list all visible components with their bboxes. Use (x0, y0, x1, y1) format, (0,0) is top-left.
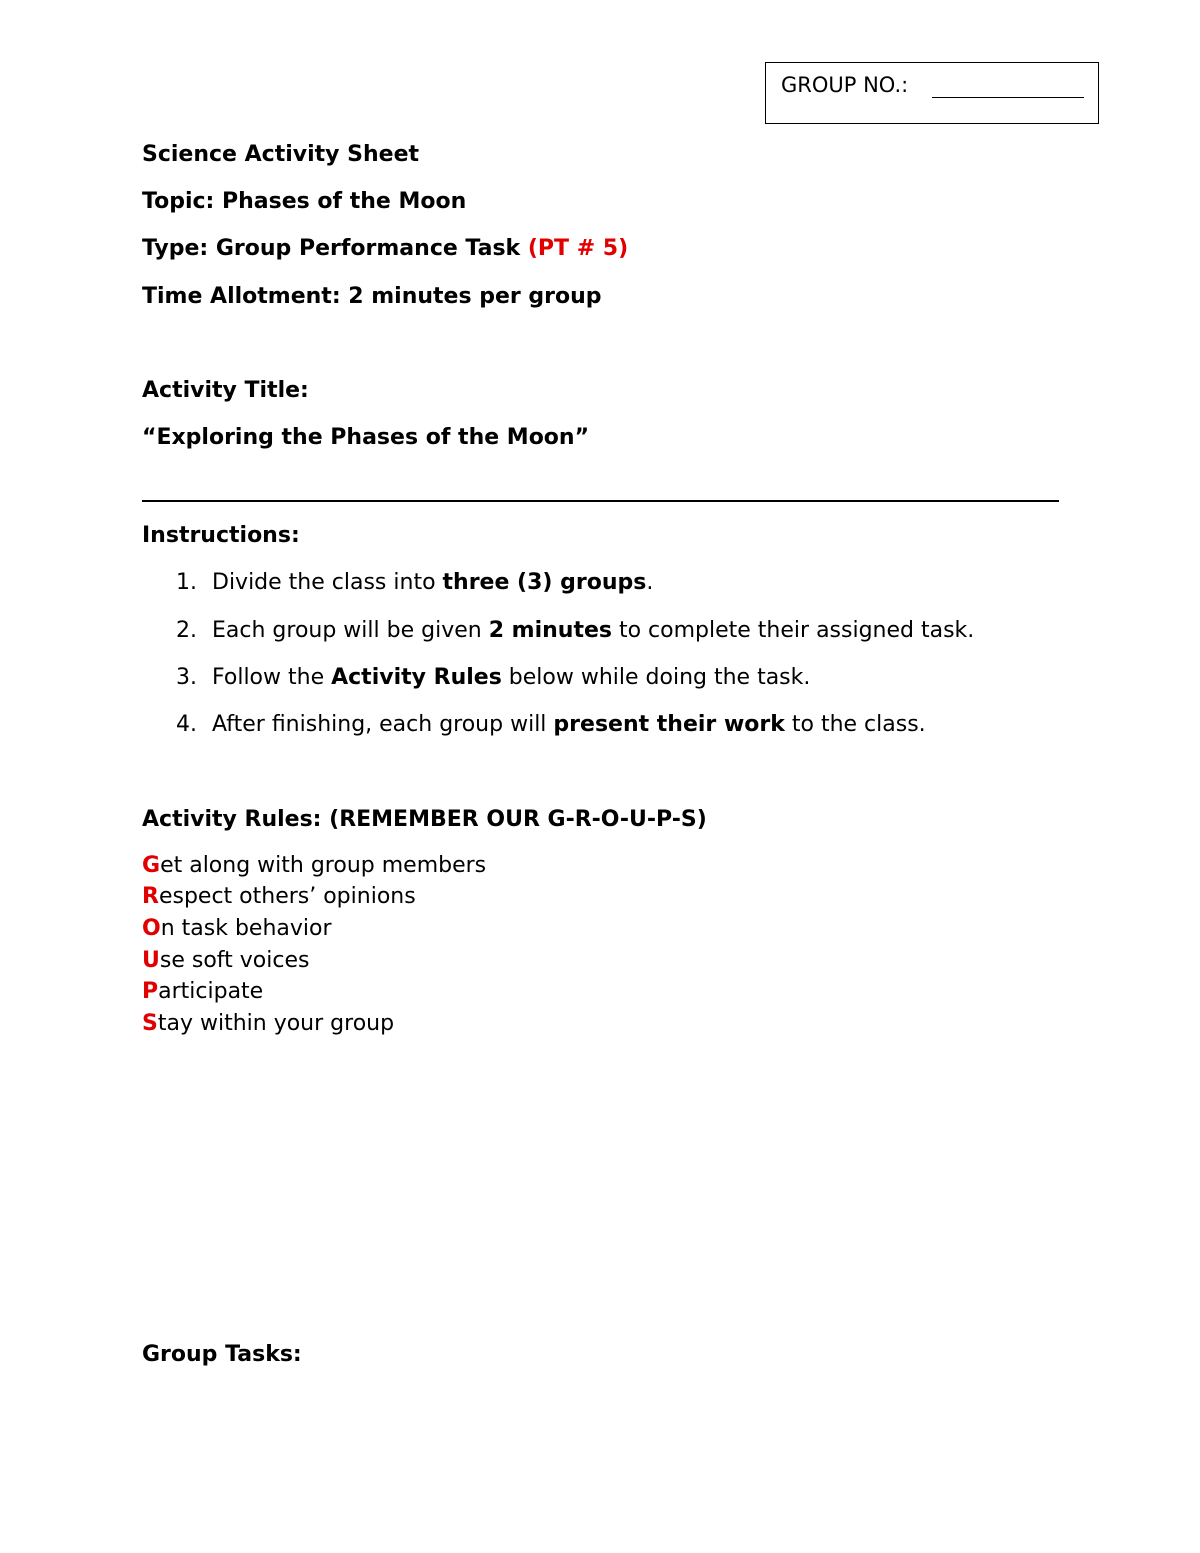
instruction-item (176, 570, 653, 595)
rule-text: articipate (158, 979, 264, 1004)
rule-initial: P (142, 979, 159, 1004)
sheet-title: Science Activity Sheet (142, 142, 420, 167)
instruction-text: Each group will be given (212, 618, 489, 643)
rule-text: et along with group members (160, 853, 487, 878)
type-line (142, 236, 628, 261)
topic-line: Topic: Phases of the Moon (142, 189, 467, 214)
instruction-number: 2. (176, 618, 197, 643)
instruction-emphasis: 2 minutes (488, 618, 612, 643)
group-number-box (765, 62, 1099, 124)
group-tasks-heading: Group Tasks: (142, 1342, 302, 1367)
type-code: (PT # 5) (527, 236, 629, 261)
instruction-text: After finishing, each group will (212, 712, 554, 737)
instruction-number: 1. (176, 570, 197, 595)
rule-text: se soft voices (159, 948, 310, 973)
rule-text: espect others’ opinions (158, 884, 416, 909)
activity-rules-heading: Activity Rules: (REMEMBER OUR G-R-O-U-P-S) (142, 807, 707, 832)
section-divider (142, 500, 1059, 502)
instruction-item (176, 618, 974, 643)
instruction-text: Divide the class into (212, 570, 443, 595)
instruction-emphasis: Activity Rules (331, 665, 502, 690)
rule-initial: R (142, 884, 159, 909)
instruction-number: 4. (176, 712, 197, 737)
activity-title-label: Activity Title: (142, 378, 309, 403)
rule-initial: U (142, 948, 160, 973)
rule-text: n task behavior (160, 916, 332, 941)
rule-text: tay within your group (157, 1011, 395, 1036)
group-number-label: GROUP NO.: (781, 73, 909, 97)
instruction-item (176, 665, 810, 690)
instruction-number: 3. (176, 665, 197, 690)
rule-item (142, 1011, 394, 1036)
rule-item (142, 979, 263, 1004)
group-number-blank-line (932, 97, 1084, 98)
instruction-text-end: . (646, 570, 654, 595)
rule-initial: O (142, 916, 161, 941)
rule-item (142, 884, 416, 909)
rule-initial: G (142, 853, 161, 878)
instructions-heading: Instructions: (142, 523, 300, 548)
instruction-item (176, 712, 926, 737)
activity-title: “Exploring the Phases of the Moon” (142, 425, 590, 450)
instruction-text-end: to complete their assigned task. (611, 618, 975, 643)
instruction-text-end: below while doing the task. (501, 665, 811, 690)
rule-item (142, 916, 332, 941)
instruction-emphasis: three (3) groups (442, 570, 647, 595)
rule-item (142, 948, 309, 973)
type-label: Type: Group Performance Task (142, 236, 521, 261)
instruction-text-end: to the class. (784, 712, 926, 737)
time-allotment-line: Time Allotment: 2 minutes per group (142, 284, 602, 309)
rule-item (142, 853, 486, 878)
instruction-emphasis: present their work (553, 712, 785, 737)
instruction-text: Follow the (212, 665, 332, 690)
rule-initial: S (142, 1011, 158, 1036)
